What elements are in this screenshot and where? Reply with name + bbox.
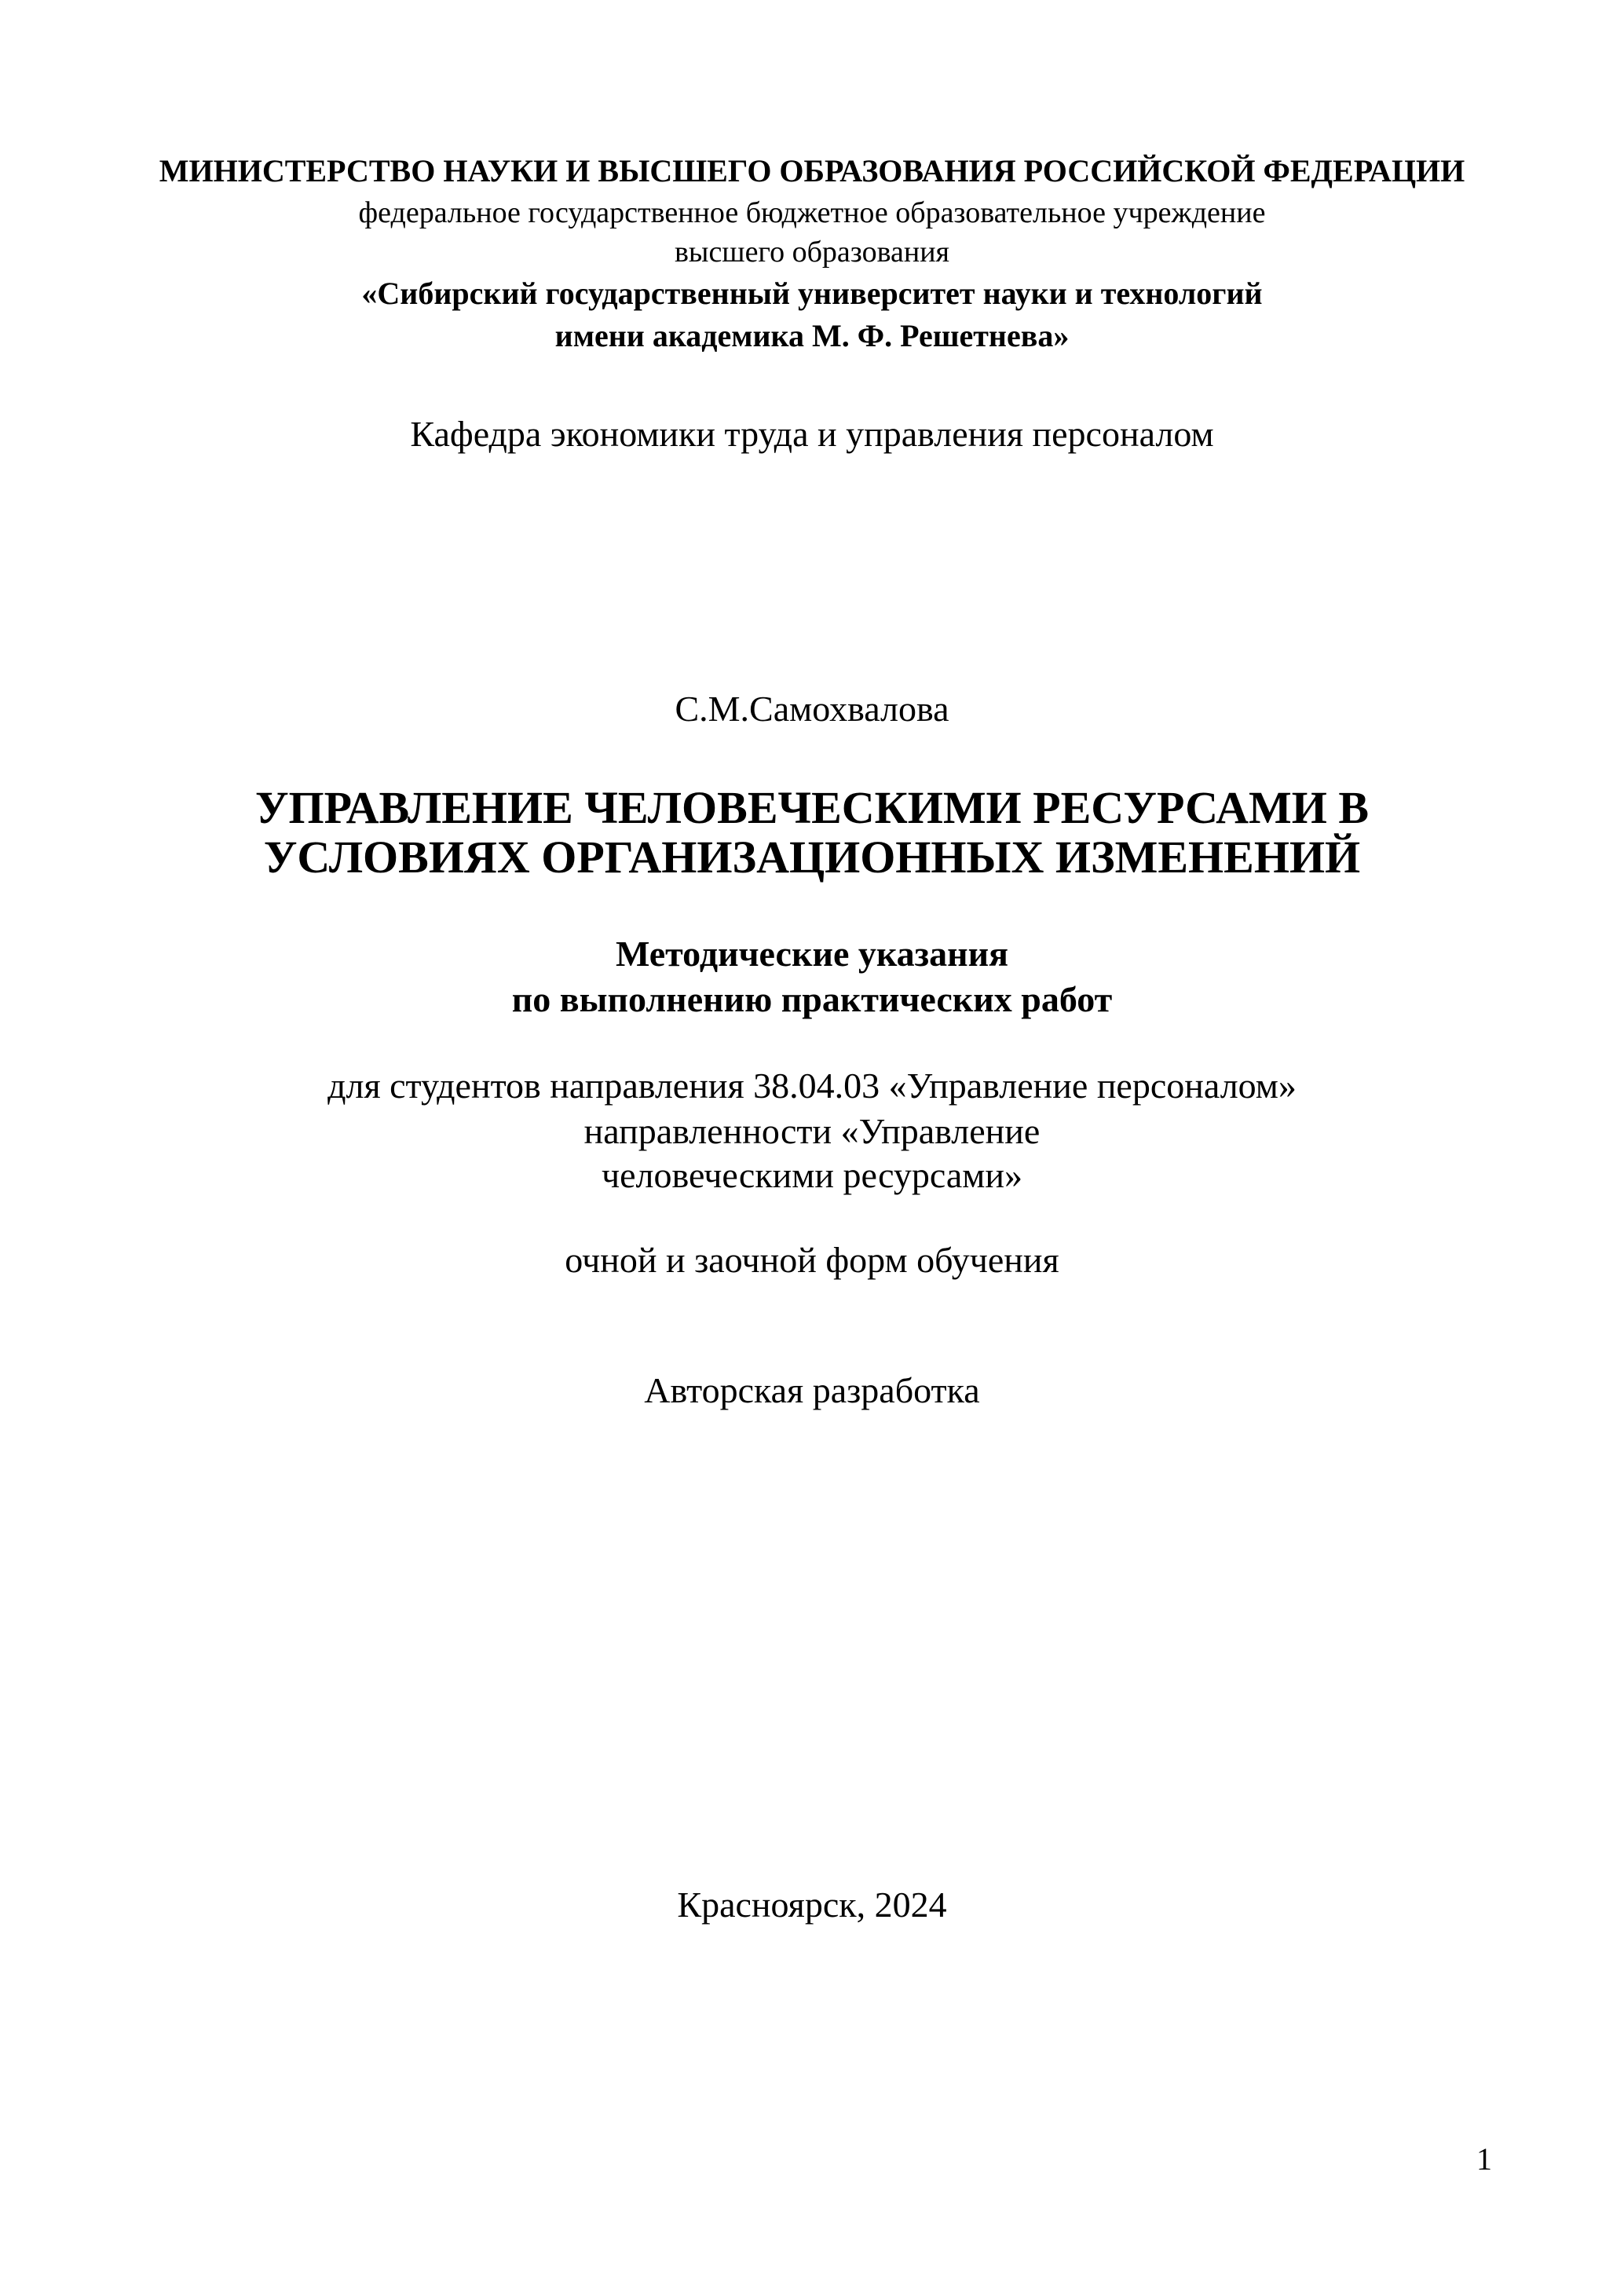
- audience-line3: человеческими ресурсами»: [601, 1155, 1023, 1195]
- university-name-line2: имени академика М. Ф. Решетнева»: [554, 318, 1070, 353]
- city-year: Красноярск, 2024: [677, 1885, 947, 1925]
- document-subtitle-line1: Методические указания: [615, 934, 1009, 974]
- document-title-line1: УПРАВЛЕНИЕ ЧЕЛОВЕЧЕСКИМИ РЕСУРСАМИ В: [254, 782, 1370, 833]
- document-subtitle-line2: по выполнению практических работ: [511, 979, 1113, 1019]
- audience-line2: направленности «Управление: [583, 1111, 1041, 1151]
- author-name: С.М.Самохвалова: [675, 689, 949, 729]
- edition-note: Авторская разработка: [644, 1370, 980, 1410]
- study-forms: очной и заочной форм обучения: [565, 1240, 1059, 1280]
- department-name: Кафедра экономики труда и управления персоналом: [410, 414, 1214, 454]
- document-title-line2: УСЛОВИЯХ ОРГАНИЗАЦИОННЫХ ИЗМЕНЕНИЙ: [263, 832, 1361, 883]
- institution-type-line1: федеральное государственное бюджетное образовательное учреждение: [358, 196, 1266, 229]
- audience-line1: для студентов направления 38.04.03 «Управление персоналом»: [327, 1066, 1297, 1106]
- ministry-name: МИНИСТЕРСТВО НАУКИ И ВЫСШЕГО ОБРАЗОВАНИЯ РОССИЙСКОЙ ФЕДЕРАЦИИ: [159, 153, 1465, 188]
- university-name-line1: «Сибирский государственный университет науки и технологий: [361, 276, 1263, 311]
- institution-type-line2: высшего образования: [674, 236, 950, 269]
- page-number: 1: [1476, 2141, 1492, 2177]
